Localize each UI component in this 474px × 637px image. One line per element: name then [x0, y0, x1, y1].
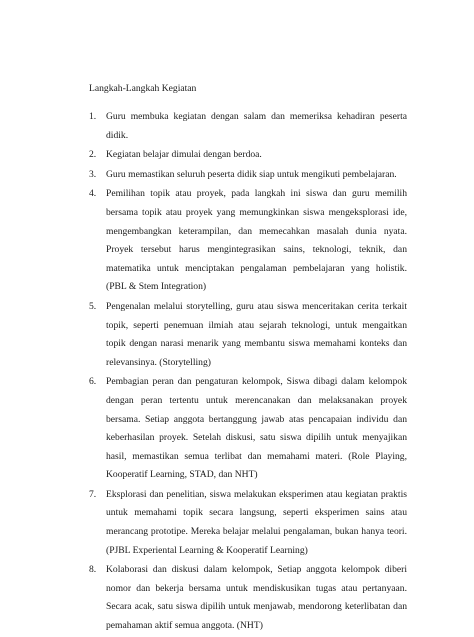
- step-text: Kolaborasi dan diskusi dalam kelompok, Setiap anggota kelompok diberi nomor dan bekerja bersama untuk mendiskusikan tugas atau pertanyaan. Secara acak, satu siswa dipilih untuk menjawab, mendorong keterlibatan dan pemahaman aktif semua anggota. (NHT): [106, 564, 407, 632]
- step-text: Kegiatan belajar dimulai dengan berdoa.: [106, 149, 262, 161]
- step-item-4: [89, 185, 407, 297]
- step-number: 3.: [89, 168, 97, 180]
- step-item-6: [89, 373, 407, 485]
- step-text: Eksplorasi dan penelitian, siswa melakukan eksperimen atau kegiatan praktis untuk memahami topik secara langsung, seperti eksperimen sains atau merancang prototipe. Mereka belajar melalui pengalaman, bukan hanya teori. (PJBL Experiental Learning & Kooperatif Learning): [106, 488, 407, 556]
- step-number: 2.: [89, 149, 97, 161]
- step-item-8: [89, 561, 407, 635]
- step-number: 6.: [89, 376, 97, 388]
- step-item-5: [89, 298, 407, 372]
- step-number: 7.: [89, 488, 97, 500]
- step-item-7: [89, 486, 407, 560]
- step-text: Guru memastikan seluruh peserta didik siap untuk mengikuti pembelajaran.: [106, 168, 397, 180]
- step-text: Pembagian peran dan pengaturan kelompok, Siswa dibagi dalam kelompok dengan peran tertentu untuk merencanakan dan melaksanakan proyek bersama. Setiap anggota bertanggung jawab atas pencapaian individu dan keberhasilan proyek. Setelah diskusi, satu siswa dipilih untuk menyajikan hasil, memastikan semua terlibat dan memahami materi. (Role Playing, Kooperatif Learning, STAD, dan NHT): [106, 376, 407, 481]
- step-number: 4.: [89, 188, 97, 200]
- step-text: Pengenalan melalui storytelling, guru atau siswa menceritakan cerita terkait topik, seperti penemuan ilmiah atau sejarah teknologi, untuk mengaitkan topik dengan narasi menarik yang membantu siswa memahami konteks dan relevansinya. (Storytelling): [106, 300, 407, 368]
- step-number: 8.: [89, 564, 97, 576]
- step-item-2: [89, 146, 407, 165]
- step-number: 1.: [89, 111, 97, 122]
- steps-list: [89, 108, 407, 637]
- step-text: Pemilihan topik atau proyek, pada langkah ini siswa dan guru memilih bersama topik atau proyek yang memungkinkan siswa mengeksplorasi ide, mengembangkan keterampilan, dan memecahkan masalah dunia nyata. Proyek tersebut harus mengintegrasikan sains, teknologi, teknik, dan matematika untuk menciptakan pengalaman pembelajaran yang holistik. (PBL & Stem Integration): [106, 188, 407, 293]
- step-item-1: [89, 108, 407, 145]
- step-number: 5.: [89, 300, 97, 312]
- step-text: Guru membuka kegiatan dengan salam dan memeriksa kehadiran peserta didik.: [106, 111, 407, 141]
- section-heading: Langkah-Langkah Kegiatan: [89, 83, 197, 94]
- step-item-3: [89, 166, 407, 185]
